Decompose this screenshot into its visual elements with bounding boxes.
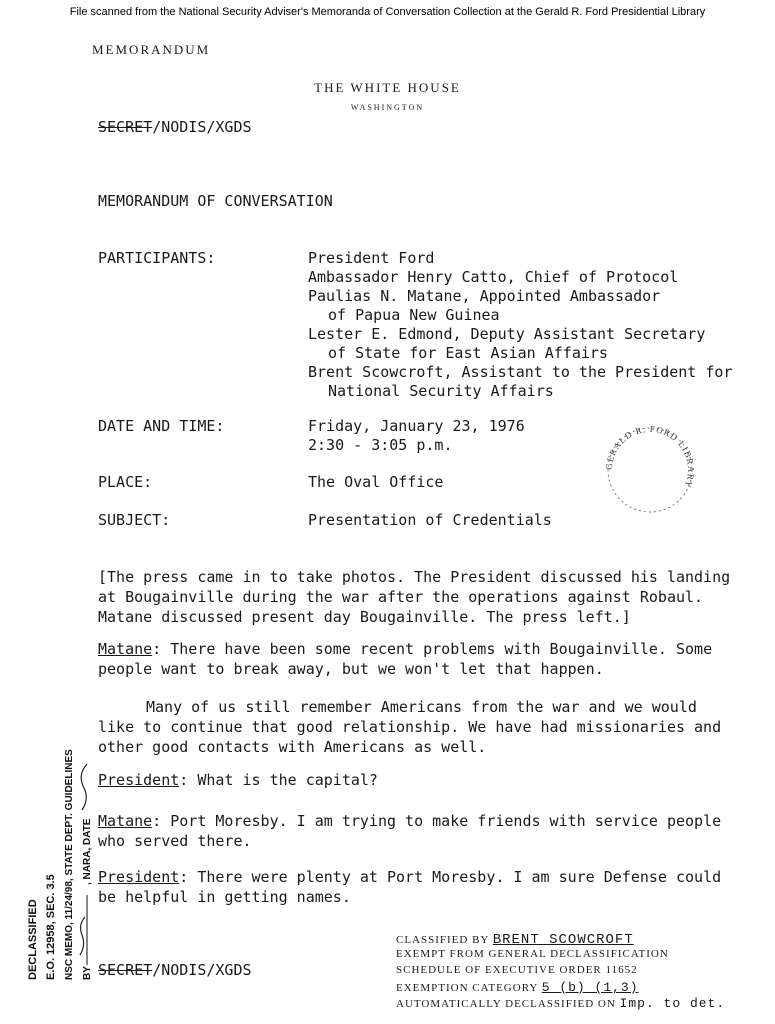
participant-line: National Security Affairs	[328, 382, 554, 400]
participants-list	[308, 249, 732, 401]
paragraph-matane-2: Many of us still remember Americans from the war and we would like to continue that good relationship. We have had missionaries and other good contacts with Americans as well.	[98, 698, 722, 756]
participant-line: of Papua New Guinea	[328, 306, 500, 324]
document-title: MEMORANDUM OF CONVERSATION	[98, 192, 333, 210]
speaker-label: Matane	[98, 640, 153, 658]
paragraph-text: : Port Moresby. I am trying to make friends with service people who served there.	[98, 812, 722, 850]
speaker-label: President	[98, 868, 180, 886]
scan-banner: File scanned from the National Security Adviser's Memoranda of Conversation Collection at the Gerald R. Ford Presidential Library	[69, 6, 706, 18]
declassification-stamp	[10, 715, 110, 985]
declass-line-3: NSC MEMO, 11/24/98, STATE DEPT. GUIDELINES	[64, 749, 75, 980]
paragraph-matane-1	[98, 639, 738, 679]
speaker-label: President	[98, 771, 180, 789]
paragraph-president-2	[98, 867, 738, 907]
place-value: The Oval Office	[308, 473, 444, 491]
participant-line: Paulias N. Matane, Appointed Ambassador	[308, 287, 661, 305]
white-house-heading: THE WHITE HOUSE	[314, 80, 461, 95]
paragraph-matane-3	[98, 811, 738, 851]
subject-value: Presentation of Credentials	[308, 511, 552, 529]
classification-rest: /NODIS/XGDS	[152, 961, 252, 979]
participant-line: of State for East Asian Affairs	[328, 344, 608, 362]
press-note: [The press came in to take photos. The President discussed his landing at Bougainville during the war after the operations against Robaul. Matane discussed present day Bougainville. The press left.]	[98, 568, 731, 626]
place-label: PLACE:	[98, 473, 153, 491]
exempt-line: EXEMPT FROM GENERAL DECLASSIFICATION	[396, 948, 669, 960]
declass-line-1: DECLASSIFIED	[27, 899, 39, 980]
speaker-label: Matane	[98, 812, 153, 830]
library-seal-icon	[600, 420, 700, 520]
date-line: Friday, January 23, 1976	[308, 417, 525, 435]
participant-line: Ambassador Henry Catto, Chief of Protocol	[308, 268, 679, 286]
auto-declassified-label: AUTOMATICALLY DECLASSIFIED ON	[396, 998, 616, 1010]
paragraph-text: : There have been some recent problems with Bougainville. Some people want to break away, but we won't let that happen.	[98, 640, 713, 678]
classified-by-label: CLASSIFIED BY	[396, 934, 489, 946]
classification-struck: SECRET	[98, 118, 153, 136]
declass-line-5: , NARA, DATE	[82, 818, 93, 885]
classification-rest: /NODIS/XGDS	[152, 118, 252, 136]
schedule-line: SCHEDULE OF EXECUTIVE ORDER 11652	[396, 964, 638, 976]
memorandum-heading: MEMORANDUM	[92, 42, 211, 57]
paragraph-text: : What is the capital?	[179, 771, 378, 789]
participants-label: PARTICIPANTS:	[98, 249, 216, 267]
participant-line: Lester E. Edmond, Deputy Assistant Secretary	[308, 325, 706, 343]
washington-heading: WASHINGTON	[350, 103, 425, 112]
exemption-category-line	[396, 980, 639, 995]
date-time-label: DATE AND TIME:	[98, 417, 225, 435]
library-seal-text: GERALD R. FORD LIBRARY	[603, 423, 697, 490]
classified-by-value: BRENT SCOWCROFT	[492, 932, 634, 948]
category-label: EXEMPTION CATEGORY	[396, 982, 538, 994]
time-line: 2:30 - 3:05 p.m.	[308, 436, 453, 454]
auto-declassified-value: Imp. to det.	[619, 996, 726, 1011]
classification-struck: SECRET	[98, 961, 153, 979]
classified-by-line	[396, 932, 634, 948]
subject-label: SUBJECT:	[98, 511, 171, 529]
participant-line: President Ford	[308, 249, 435, 267]
auto-declassified-line	[396, 996, 725, 1011]
declass-line-4: BY	[82, 966, 93, 980]
declass-line-2: E.O. 12958, SEC. 3.5	[45, 874, 57, 980]
paragraph-president-1	[98, 770, 738, 790]
paragraph-text: : There were plenty at Port Moresby. I am sure Defense could be helpful in getting names.	[98, 868, 722, 906]
participant-line: Brent Scowcroft, Assistant to the President for	[308, 363, 733, 381]
classification-top	[98, 118, 252, 136]
svg-text:GERALD R. FORD LIBRARY	[604, 424, 696, 490]
date-time-value	[308, 417, 525, 455]
category-value: 5 (b) (1,3)	[541, 980, 639, 995]
classification-bottom	[98, 961, 252, 979]
